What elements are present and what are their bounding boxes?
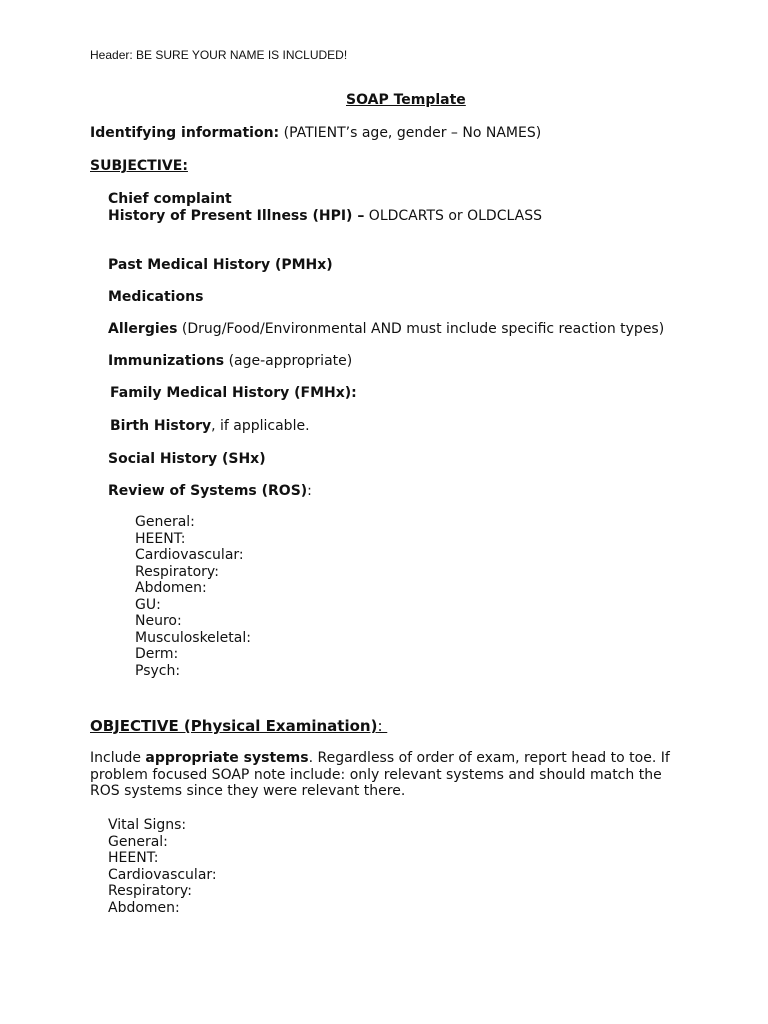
identifying-information [90,125,541,142]
identifying-label: Identifying information: [90,125,280,141]
hpi-line [108,208,542,225]
shx: Social History (SHx) [108,451,266,467]
objective-heading-colon: : [377,717,388,735]
exam-item: HEENT: [108,850,159,866]
page-title: SOAP Template [346,92,466,108]
exam-item: Abdomen: [108,899,180,916]
ros-item: Psych: [135,662,181,679]
ros-item: Neuro: [135,613,182,629]
immunizations-label: Immunizations [108,353,225,369]
objective-heading: OBJECTIVE (Physical Examination) [90,717,378,735]
objective-paragraph [90,750,680,800]
ros-line [108,483,312,500]
birth-history-label: Birth History [110,418,212,434]
ros-item: Abdomen: [135,580,207,596]
ros-label: Review of Systems (ROS) [108,483,308,499]
ros-item: Respiratory: [135,563,219,580]
ros-colon: : [307,483,312,499]
ros-item: Derm: [135,646,179,662]
fmhx: Family Medical History (FMHx): [110,385,357,401]
medications: Medications [108,289,204,305]
ros-item: General: [135,514,195,530]
ros-item: HEENT: [135,530,186,547]
ros-item: Musculoskeletal: [135,629,251,646]
birth-history-text: , if applicable. [211,418,310,434]
birth-history-line [110,418,310,435]
ros-item: GU: [135,596,161,613]
objective-para-pre: Include [90,750,146,766]
immunizations-line [108,353,352,370]
exam-item: Respiratory: [108,883,192,899]
allergies-label: Allergies [108,321,178,337]
objective-para-bold: appropriate systems [145,750,309,766]
hpi-label: History of Present Illness (HPI) – [108,208,365,224]
exam-item: General: [108,833,168,850]
objective-para-post: . Regardless of order of exam, report head to toe. If problem focused SOAP note include: only relevant systems and should match the ROS systems since they were relevant there. [90,750,670,799]
pmhx: Past Medical History (PMHx) [108,257,333,273]
identifying-text: (PATIENT’s age, gender – No NAMES) [279,125,542,141]
exam-item: Vital Signs: [108,817,187,833]
immunizations-text: (age-appropriate) [224,353,353,369]
subjective-heading: SUBJECTIVE: [90,158,188,174]
allergies-text: (Drug/Food/Environmental AND must include specific reaction types) [177,321,665,337]
ros-item: Cardiovascular: [135,547,244,563]
allergies-line [108,321,664,338]
objective-heading-line [90,717,387,735]
exam-item: Cardiovascular: [108,866,217,883]
header-line: Header: BE SURE YOUR NAME IS INCLUDED! [90,48,348,62]
chief-complaint: Chief complaint [108,191,232,207]
hpi-text: OLDCARTS or OLDCLASS [364,208,542,224]
